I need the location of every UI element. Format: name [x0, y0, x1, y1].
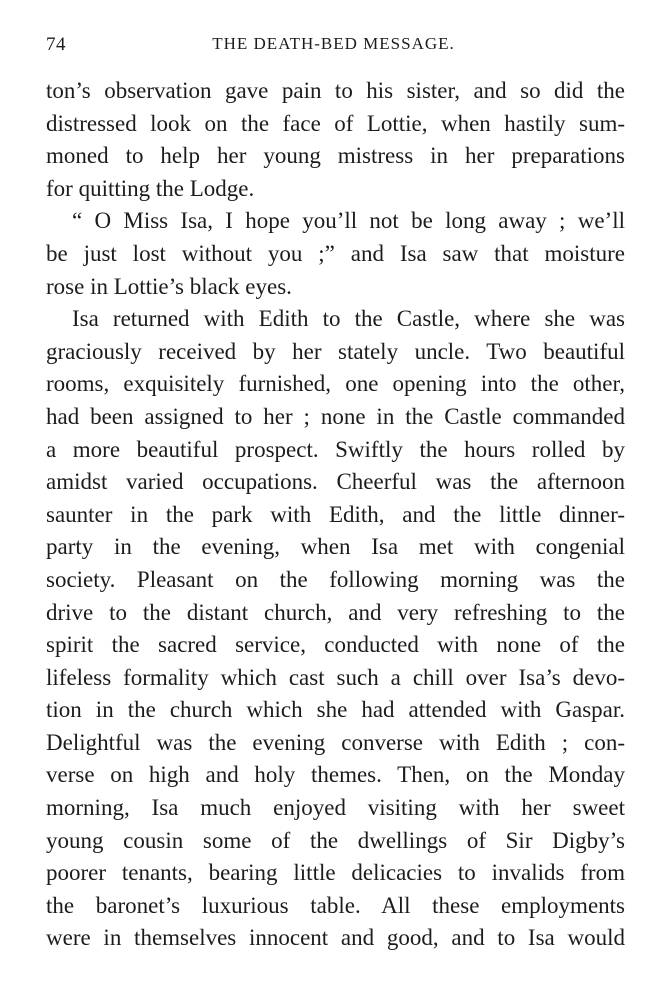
text-line: lifeless formality which cast such a chill over Isa’s devo- — [46, 664, 625, 690]
body-text — [46, 75, 625, 955]
text-line: had been assigned to her ; none in the Castle commanded — [46, 403, 625, 429]
text-line: ton’s observation gave pain to his sister, and so did the — [46, 78, 625, 103]
running-head: THE DEATH-BED MESSAGE. — [212, 34, 455, 53]
page-number: 74 — [46, 34, 66, 55]
text-line: for quitting the Lodge. — [46, 175, 255, 201]
text-line: rose in Lottie’s black eyes. — [46, 273, 292, 299]
text-line: saunter in the park with Edith, and the little dinner- — [46, 501, 625, 527]
text-line: tion in the church which she had attended with Gaspar. — [46, 697, 625, 723]
text-line: poorer tenants, bearing little delicacies to invalids from — [46, 860, 625, 886]
text-line: young cousin some of the dwellings of Sir Digby’s — [46, 827, 625, 853]
text-line: spirit the sacred service, conducted with none of the — [46, 632, 625, 658]
text-line: society. Pleasant on the following morning was the — [46, 566, 625, 592]
text-line: a more beautiful prospect. Swiftly the hours rolled by — [46, 436, 625, 462]
page-header — [46, 34, 621, 58]
text-line: the baronet’s luxurious table. All these employments — [46, 892, 625, 918]
text-line: rooms, exquisitely furnished, one opening into the other, — [46, 371, 625, 397]
text-line: moned to help her young mistress in her preparations — [46, 143, 625, 169]
text-line: “ O Miss Isa, I hope you’ll not be long away ; we’ll — [72, 208, 625, 234]
text-line: amidst varied occupations. Cheerful was the afternoon — [46, 469, 625, 495]
text-line: were in themselves innocent and good, and to Isa would — [46, 925, 625, 951]
text-line: distressed look on the face of Lottie, when hastily sum- — [46, 110, 625, 136]
text-line: Isa returned with Edith to the Castle, where she was — [72, 306, 625, 332]
text-line: morning, Isa much enjoyed visiting with her sweet — [46, 795, 625, 821]
text-line: drive to the distant church, and very refreshing to the — [46, 599, 625, 625]
text-line: Delightful was the evening converse with Edith ; con- — [46, 729, 625, 755]
text-line: graciously received by her stately uncle. Two beautiful — [46, 338, 625, 364]
text-line: party in the evening, when Isa met with congenial — [46, 534, 625, 560]
text-line: verse on high and holy themes. Then, on the Monday — [46, 762, 625, 788]
text-line: be just lost without you ;” and Isa saw that moisture — [46, 240, 625, 266]
